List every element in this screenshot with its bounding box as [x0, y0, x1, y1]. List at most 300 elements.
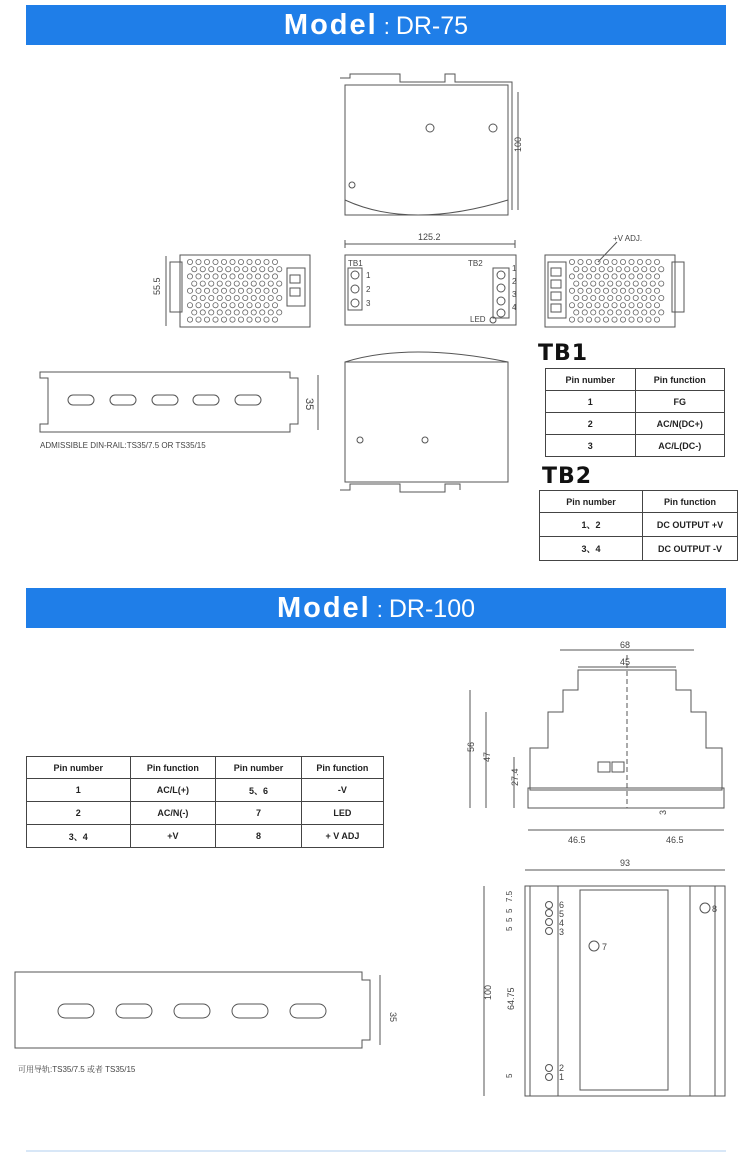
cell: AC/L(+) — [130, 779, 216, 802]
banner-model-name: DR-75 — [395, 12, 469, 40]
dr100-top-profile — [470, 650, 724, 830]
tb2-pin-label: 4 — [512, 303, 517, 312]
header-pin-number: Pin number — [27, 757, 131, 779]
vent-hole — [603, 274, 608, 279]
vent-hole — [264, 274, 269, 279]
vent-hole — [264, 259, 269, 264]
header-pin-function: Pin function — [635, 369, 725, 391]
front-pin-label: 6 — [559, 900, 565, 910]
front-pin-label: 5 — [559, 909, 565, 919]
vent-hole — [578, 274, 583, 279]
tb2-pin-label: 1 — [512, 264, 517, 273]
vent-hole — [595, 259, 600, 264]
vent-hole — [213, 259, 218, 264]
vent-hole — [209, 267, 214, 272]
vent-hole — [230, 288, 235, 293]
front-pin-label: 4 — [559, 918, 565, 928]
vent-hole — [620, 317, 625, 322]
vent-hole — [625, 310, 630, 315]
table-row — [540, 537, 738, 561]
front-pin-label: 1 — [559, 1072, 565, 1082]
vent-hole — [578, 303, 583, 308]
banner-colon: : — [383, 14, 390, 39]
header-pin-function: Pin function — [301, 757, 383, 779]
vent-hole — [603, 288, 608, 293]
vent-hole — [608, 281, 613, 286]
dr100-front-view — [484, 870, 725, 1096]
vent-hole — [238, 274, 243, 279]
vent-hole — [659, 267, 664, 272]
dr100-rail-caption: 可用导轨:TS35/7.5 或者 TS35/15 — [18, 1065, 136, 1074]
vent-hole — [578, 317, 583, 322]
vent-hole — [659, 281, 664, 286]
vent-hole — [217, 310, 222, 315]
vent-hole — [251, 310, 256, 315]
vent-hole — [574, 295, 579, 300]
vent-hole — [192, 295, 197, 300]
dim-46-5-left: 46.5 — [568, 835, 586, 845]
tb2-title: TB2 — [542, 464, 593, 489]
dr75-bottom-view — [340, 352, 508, 492]
dr75-din-rail — [40, 372, 318, 432]
vent-hole — [217, 267, 222, 272]
cell: 3、4 — [540, 537, 643, 561]
label-vadj: +V ADJ. — [613, 234, 643, 243]
vent-hole — [187, 317, 192, 322]
vent-hole — [599, 310, 604, 315]
dr75-left-side-view — [166, 255, 310, 327]
cell: 7 — [216, 802, 302, 825]
table-row — [27, 779, 384, 802]
dim-5: 5 — [505, 926, 514, 931]
dim-rail-35: 35 — [303, 398, 315, 411]
vent-hole — [200, 295, 205, 300]
vent-hole — [192, 281, 197, 286]
dr75-front-view — [345, 240, 516, 325]
vent-hole — [221, 274, 226, 279]
cell: 1、2 — [540, 513, 643, 537]
vent-hole — [582, 281, 587, 286]
vent-hole — [238, 259, 243, 264]
vent-hole — [264, 303, 269, 308]
header-pin-function: Pin function — [130, 757, 216, 779]
vent-hole — [277, 295, 282, 300]
vent-hole — [200, 310, 205, 315]
vent-hole — [612, 274, 617, 279]
vent-hole — [586, 274, 591, 279]
vent-hole — [608, 267, 613, 272]
vent-hole — [226, 281, 231, 286]
vent-hole — [209, 281, 214, 286]
vent-hole — [625, 267, 630, 272]
label-tb2: TB2 — [468, 259, 483, 268]
vent-hole — [272, 288, 277, 293]
vent-hole — [255, 274, 260, 279]
vent-hole — [642, 310, 647, 315]
vent-hole — [616, 267, 621, 272]
cell: 2 — [27, 802, 131, 825]
vent-hole — [277, 310, 282, 315]
vent-hole — [599, 281, 604, 286]
vent-hole — [659, 310, 664, 315]
table-header-row — [540, 491, 738, 513]
cell: +V — [130, 825, 216, 848]
vent-hole — [272, 274, 277, 279]
vent-hole — [192, 267, 197, 272]
cell: AC/N(DC+) — [635, 413, 725, 435]
vent-hole — [260, 281, 265, 286]
cell: FG — [635, 391, 725, 413]
vent-hole — [603, 303, 608, 308]
vent-hole — [204, 259, 209, 264]
model-banner-dr75 — [26, 5, 726, 45]
vent-hole — [591, 281, 596, 286]
dr100-pin-table — [26, 756, 384, 848]
vent-hole — [642, 281, 647, 286]
vent-hole — [268, 310, 273, 315]
vent-hole — [650, 267, 655, 272]
vent-hole — [247, 274, 252, 279]
vent-hole — [226, 310, 231, 315]
dim-93: 93 — [620, 858, 631, 868]
vent-hole — [230, 303, 235, 308]
vent-hole — [238, 317, 243, 322]
vent-hole — [629, 317, 634, 322]
vent-hole — [629, 274, 634, 279]
vent-hole — [255, 303, 260, 308]
dim-45: 45 — [620, 657, 631, 667]
cell: -V — [301, 779, 383, 802]
vent-hole — [569, 303, 574, 308]
vent-hole — [612, 303, 617, 308]
dim-46-5-right: 46.5 — [666, 835, 684, 845]
vent-hole — [646, 288, 651, 293]
vent-hole — [213, 317, 218, 322]
vent-hole — [608, 295, 613, 300]
vent-hole — [272, 317, 277, 322]
vent-hole — [616, 295, 621, 300]
vent-hole — [196, 303, 201, 308]
vent-hole — [200, 267, 205, 272]
vent-hole — [192, 310, 197, 315]
vent-hole — [247, 303, 252, 308]
vent-hole — [251, 281, 256, 286]
vent-hole — [226, 267, 231, 272]
vent-hole — [574, 267, 579, 272]
cell: 1 — [546, 391, 636, 413]
vent-hole — [204, 288, 209, 293]
dim-68: 68 — [620, 640, 631, 650]
banner-model-word: Model — [283, 9, 378, 41]
vent-hole — [264, 288, 269, 293]
vent-hole — [646, 303, 651, 308]
vent-hole — [204, 274, 209, 279]
vent-hole — [277, 281, 282, 286]
cell: DC OUTPUT -V — [642, 537, 737, 561]
vent-hole — [574, 281, 579, 286]
vent-hole — [255, 259, 260, 264]
vent-hole — [625, 295, 630, 300]
vent-hole — [187, 288, 192, 293]
model-banner-dr100 — [26, 588, 726, 628]
front-pin-label-7: 7 — [602, 942, 608, 952]
vent-hole — [654, 317, 659, 322]
header-pin-number: Pin number — [546, 369, 636, 391]
vent-hole — [633, 281, 638, 286]
dr75-right-side-view — [545, 242, 684, 327]
vent-hole — [268, 295, 273, 300]
tb1-pin-label: 1 — [366, 271, 371, 280]
vent-hole — [637, 303, 642, 308]
vent-hole — [238, 303, 243, 308]
cell: 1 — [27, 779, 131, 802]
vent-hole — [260, 310, 265, 315]
vent-hole — [654, 303, 659, 308]
vent-hole — [196, 259, 201, 264]
vent-hole — [247, 259, 252, 264]
vent-hole — [209, 310, 214, 315]
vent-hole — [230, 259, 235, 264]
vent-hole — [599, 295, 604, 300]
vent-hole — [595, 317, 600, 322]
vent-hole — [654, 288, 659, 293]
vent-hole — [603, 259, 608, 264]
vent-hole — [204, 317, 209, 322]
cell: DC OUTPUT +V — [642, 513, 737, 537]
vent-hole — [633, 310, 638, 315]
vent-hole — [204, 303, 209, 308]
vent-hole — [637, 317, 642, 322]
vent-hole — [620, 259, 625, 264]
vent-hole — [608, 310, 613, 315]
vent-hole — [637, 259, 642, 264]
header-pin-number: Pin number — [540, 491, 643, 513]
vent-hole — [612, 317, 617, 322]
vent-hole — [230, 317, 235, 322]
dim-64-75: 64.75 — [506, 987, 516, 1010]
vent-hole — [637, 274, 642, 279]
vent-hole — [234, 310, 239, 315]
vent-hole — [620, 303, 625, 308]
label-led: LED — [470, 315, 486, 324]
vent-hole — [221, 259, 226, 264]
table-header-row — [546, 369, 725, 391]
banner-model-word: Model — [276, 592, 371, 624]
vent-hole — [654, 259, 659, 264]
vent-hole — [251, 295, 256, 300]
cell: 3 — [546, 435, 636, 457]
header-pin-number: Pin number — [216, 757, 302, 779]
vent-hole — [209, 295, 214, 300]
vent-hole — [633, 267, 638, 272]
vent-hole — [616, 310, 621, 315]
dim-depth-55: 55.5 — [152, 277, 162, 295]
vent-hole — [586, 317, 591, 322]
tb2-table — [539, 490, 738, 561]
dim-7-5: 7.5 — [505, 890, 514, 902]
vent-hole — [595, 274, 600, 279]
tb2-pin-label: 2 — [512, 277, 517, 286]
label-tb1: TB1 — [348, 259, 363, 268]
vent-hole — [629, 303, 634, 308]
vent-hole — [243, 310, 248, 315]
vent-hole — [221, 317, 226, 322]
tb2-pin-label: 3 — [512, 290, 517, 299]
dim-3: 3 — [658, 809, 668, 815]
header-pin-function: Pin function — [642, 491, 737, 513]
vent-hole — [213, 288, 218, 293]
table-row — [540, 513, 738, 537]
vent-hole — [659, 295, 664, 300]
vent-hole — [603, 317, 608, 322]
vent-hole — [268, 281, 273, 286]
vent-hole — [247, 317, 252, 322]
vent-hole — [196, 288, 201, 293]
vent-hole — [255, 288, 260, 293]
tb1-title: TB1 — [538, 341, 589, 366]
vent-hole — [620, 288, 625, 293]
vent-hole — [629, 259, 634, 264]
cell: 8 — [216, 825, 302, 848]
vent-hole — [569, 274, 574, 279]
tb1-pin-label: 3 — [366, 299, 371, 308]
vent-hole — [277, 267, 282, 272]
vent-hole — [591, 310, 596, 315]
vent-hole — [272, 259, 277, 264]
vent-hole — [569, 288, 574, 293]
dim-5: 5 — [505, 1073, 514, 1078]
vent-hole — [200, 281, 205, 286]
vent-hole — [196, 274, 201, 279]
vent-hole — [591, 267, 596, 272]
vent-hole — [591, 295, 596, 300]
dim-5: 5 — [505, 908, 514, 913]
dr75-top-view — [340, 74, 518, 215]
table-row — [546, 435, 725, 457]
vent-hole — [213, 303, 218, 308]
vent-hole — [234, 281, 239, 286]
vent-hole — [196, 317, 201, 322]
vent-hole — [264, 317, 269, 322]
vent-hole — [578, 259, 583, 264]
table-header-row — [27, 757, 384, 779]
vent-hole — [586, 303, 591, 308]
cell: 5、6 — [216, 779, 302, 802]
dim-5: 5 — [505, 917, 514, 922]
vent-hole — [213, 274, 218, 279]
vent-hole — [268, 267, 273, 272]
vent-hole — [642, 295, 647, 300]
vent-hole — [272, 303, 277, 308]
cell: AC/L(DC-) — [635, 435, 725, 457]
banner-model-name: DR-100 — [388, 595, 476, 623]
vent-hole — [629, 288, 634, 293]
vent-hole — [620, 274, 625, 279]
tb1-pin-label: 2 — [366, 285, 371, 294]
dim-rail-35-b: 35 — [388, 1012, 398, 1023]
vent-hole — [217, 281, 222, 286]
cell: AC/N(-) — [130, 802, 216, 825]
vent-hole — [260, 267, 265, 272]
vent-hole — [586, 259, 591, 264]
vent-hole — [633, 295, 638, 300]
vent-hole — [221, 288, 226, 293]
vent-hole — [595, 288, 600, 293]
vent-hole — [578, 288, 583, 293]
cell: LED — [301, 802, 383, 825]
dim-27-4: 27.4 — [510, 768, 520, 786]
vent-hole — [586, 288, 591, 293]
vent-hole — [243, 295, 248, 300]
vent-hole — [187, 303, 192, 308]
vent-hole — [247, 288, 252, 293]
vent-hole — [646, 317, 651, 322]
front-pin-label-8: 8 — [712, 904, 718, 914]
vent-hole — [595, 303, 600, 308]
table-row — [546, 413, 725, 435]
vent-hole — [582, 310, 587, 315]
vent-hole — [234, 295, 239, 300]
vent-hole — [642, 267, 647, 272]
dim-56: 56 — [466, 741, 476, 752]
tb1-table — [545, 368, 725, 457]
vent-hole — [574, 310, 579, 315]
cell: + V ADJ — [301, 825, 383, 848]
vent-hole — [646, 259, 651, 264]
vent-hole — [569, 259, 574, 264]
vent-hole — [654, 274, 659, 279]
vent-hole — [646, 274, 651, 279]
dr75-rail-caption: ADMISSIBLE DIN-RAIL:TS35/7.5 OR TS35/15 — [40, 441, 206, 450]
vent-hole — [616, 281, 621, 286]
dim-100: 100 — [483, 984, 493, 1000]
vent-hole — [650, 295, 655, 300]
dim-height-100: 100 — [513, 136, 523, 152]
vent-hole — [243, 267, 248, 272]
table-row — [546, 391, 725, 413]
vent-hole — [226, 295, 231, 300]
ventilation-holes — [187, 259, 663, 322]
front-pin-label: 2 — [559, 1063, 565, 1073]
bottom-divider — [26, 1150, 726, 1152]
vent-hole — [234, 267, 239, 272]
vent-hole — [251, 267, 256, 272]
front-pin-label: 3 — [559, 927, 565, 937]
vent-hole — [569, 317, 574, 322]
vent-hole — [238, 288, 243, 293]
cell: 3、4 — [27, 825, 131, 848]
dr100-din-rail — [15, 972, 380, 1048]
vent-hole — [612, 259, 617, 264]
vent-hole — [187, 274, 192, 279]
vent-hole — [612, 288, 617, 293]
vent-hole — [217, 295, 222, 300]
vent-hole — [637, 288, 642, 293]
table-row — [27, 825, 384, 848]
vent-hole — [599, 267, 604, 272]
cell: 2 — [546, 413, 636, 435]
vent-hole — [255, 317, 260, 322]
dim-47: 47 — [482, 751, 492, 762]
dim-width-125: 125.2 — [418, 232, 441, 242]
vent-hole — [221, 303, 226, 308]
table-row — [27, 802, 384, 825]
vent-hole — [625, 281, 630, 286]
vent-hole — [582, 295, 587, 300]
vent-hole — [230, 274, 235, 279]
vent-hole — [650, 281, 655, 286]
vent-hole — [187, 259, 192, 264]
